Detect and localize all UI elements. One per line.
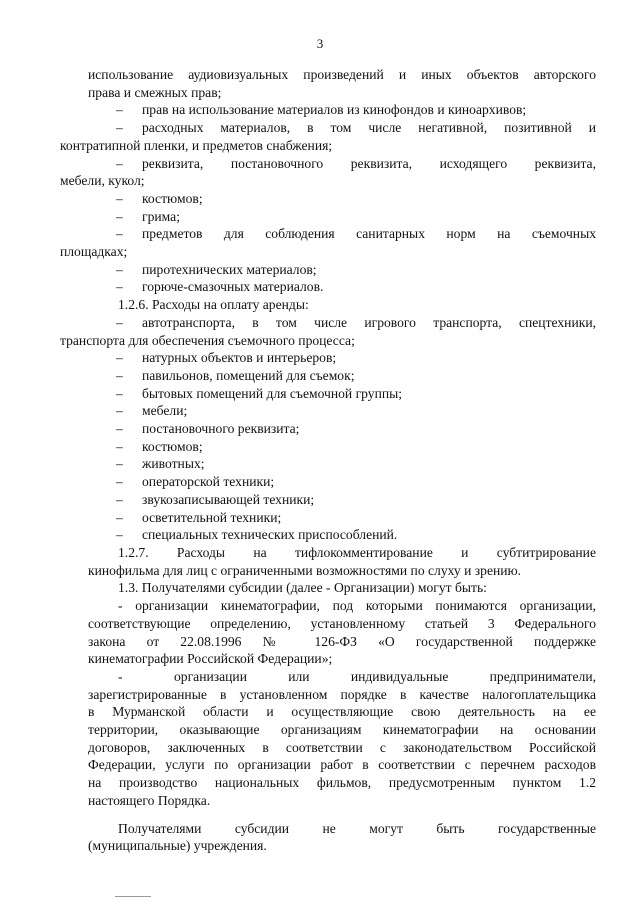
list-item-text: операторской техники; (142, 474, 275, 490)
text-line: - организации кинематографии, под которыми понимаются организации, (118, 598, 596, 614)
list-item (88, 491, 596, 509)
dash-marker: – (116, 208, 123, 224)
dash-marker: – (116, 279, 123, 295)
list-item-text: животных; (142, 456, 205, 472)
list-item-text: мебели, кукол; (60, 173, 145, 189)
list-item (88, 261, 596, 279)
list-item-text: костюмов; (142, 438, 203, 454)
text-line: кинофильма для лиц с ограниченными возможностями по слуху и зрению. (88, 562, 522, 578)
list-item-text: специальных технических приспособлений. (142, 527, 398, 543)
text-line: территории, оказывающие организациям кинематографии на основании (88, 722, 596, 738)
text-line: настоящего Порядка. (88, 792, 211, 808)
list-item (60, 119, 596, 154)
list-item (88, 385, 596, 403)
dash-marker: – (116, 314, 123, 330)
list-item-text: горюче-смазочных материалов. (142, 279, 324, 295)
list-item-text: натурных объектов и интерьеров; (142, 350, 337, 366)
recipient-item-1 (88, 597, 596, 668)
section-1-2-7 (88, 544, 596, 579)
text-line: организации или индивидуальные предприниматели, (174, 668, 596, 684)
page-number: 3 (316, 36, 324, 51)
dash-marker: – (116, 509, 123, 525)
text-line: закона от 22.08.1996 № 126-ФЗ «О государственной поддержке (88, 633, 596, 649)
list-item-text: постановочного реквизита; (142, 421, 300, 437)
section-heading-1-3: 1.3. Получателями субсидии (далее - Организации) могут быть: (118, 580, 487, 596)
recipient-item-2 (88, 668, 596, 810)
list-item-text: контратипной пленки, и предметов снабжения; (60, 137, 333, 153)
list-item (88, 278, 596, 296)
final-paragraph (88, 820, 596, 855)
dash-marker: – (116, 367, 123, 383)
list-item-text: пиротехнических материалов; (142, 261, 317, 277)
dash-marker: – (116, 421, 123, 437)
hyphen-marker: - (118, 668, 123, 684)
document-body (60, 66, 596, 855)
dash-marker: – (116, 350, 123, 366)
list-item (60, 314, 596, 349)
list-item (88, 349, 596, 367)
list-item-text: костюмов; (142, 190, 203, 206)
footer-rule (115, 896, 151, 897)
text-line: на производство национальных фильмов, предусмотренным пунктом 1.2 (88, 775, 596, 791)
text-line: договоров, заключенных в соответствии с законодательством Российской (88, 739, 596, 755)
dash-marker: – (116, 456, 123, 472)
text-line: 1.2.7. Расходы на тифлокомментирование и субтитрирование (118, 544, 596, 560)
text-line: зарегистрированные в установленном порядке в качестве налогоплательщика (88, 686, 596, 702)
list-item (60, 155, 596, 190)
list-item-text: бытовых помещений для съемочной группы; (142, 385, 403, 401)
dash-marker: – (116, 226, 123, 242)
text-line: права и смежных прав; (88, 84, 222, 100)
text-line: в Мурманской области и осуществляющие свою деятельность на ее (88, 704, 596, 720)
text-line: кинематографии Российской Федерации»; (88, 651, 333, 667)
dash-marker: – (116, 403, 123, 419)
list-item-text: осветительной техники; (142, 509, 282, 525)
dash-marker: – (116, 155, 123, 171)
list-item (88, 367, 596, 385)
list-item-text: реквизита, постановочного реквизита, исходящего реквизита, (142, 155, 596, 171)
list-item (88, 455, 596, 473)
list-item-text: расходных материалов, в том числе негативной, позитивной и (142, 120, 596, 136)
dash-marker: – (116, 385, 123, 401)
list-item (88, 526, 596, 544)
list-item (88, 420, 596, 438)
dash-marker: – (116, 190, 123, 206)
list-item-text: павильонов, помещений для съемок; (142, 367, 355, 383)
list-item-text: площадках; (60, 244, 128, 260)
text-line: Федерации, услуги по организации работ в соответствии с перечнем расходов (88, 757, 596, 773)
section-heading-1-2-6: 1.2.6. Расходы на оплату аренды: (118, 297, 309, 313)
dash-marker: – (116, 261, 123, 277)
list-item (88, 473, 596, 491)
dash-marker: – (116, 438, 123, 454)
list-item (88, 509, 596, 527)
dash-marker: – (116, 491, 123, 507)
list-item (88, 402, 596, 420)
list-item-text: звукозаписывающей техники; (142, 491, 315, 507)
list-item-text: мебели; (142, 403, 188, 419)
dash-marker: – (116, 102, 123, 118)
list-item-text: предметов для соблюдения санитарных норм на съемочных (142, 226, 596, 242)
list-item (88, 438, 596, 456)
dash-marker: – (116, 527, 123, 543)
text-line: (муниципальные) учреждения. (88, 838, 267, 854)
list-item-text: автотранспорта, в том числе игрового транспорта, спецтехники, (142, 314, 596, 330)
list-item-text: грима; (142, 208, 180, 224)
list-item-text: прав на использование материалов из кинофондов и киноархивов; (142, 102, 527, 118)
list-item-text: транспорта для обеспечения съемочного процесса; (60, 332, 355, 348)
dash-marker: – (116, 474, 123, 490)
list-item (88, 208, 596, 226)
text-line: использование аудиовизуальных произведений и иных объектов авторского (88, 67, 596, 82)
list-item (88, 101, 596, 119)
list-item (88, 190, 596, 208)
text-line: Получателями субсидии не могут быть государственные (118, 820, 596, 836)
list-item (60, 225, 596, 260)
dash-marker: – (116, 120, 123, 136)
text-line: соответствующие определению, установленному статьей 3 Федерального (88, 615, 596, 631)
